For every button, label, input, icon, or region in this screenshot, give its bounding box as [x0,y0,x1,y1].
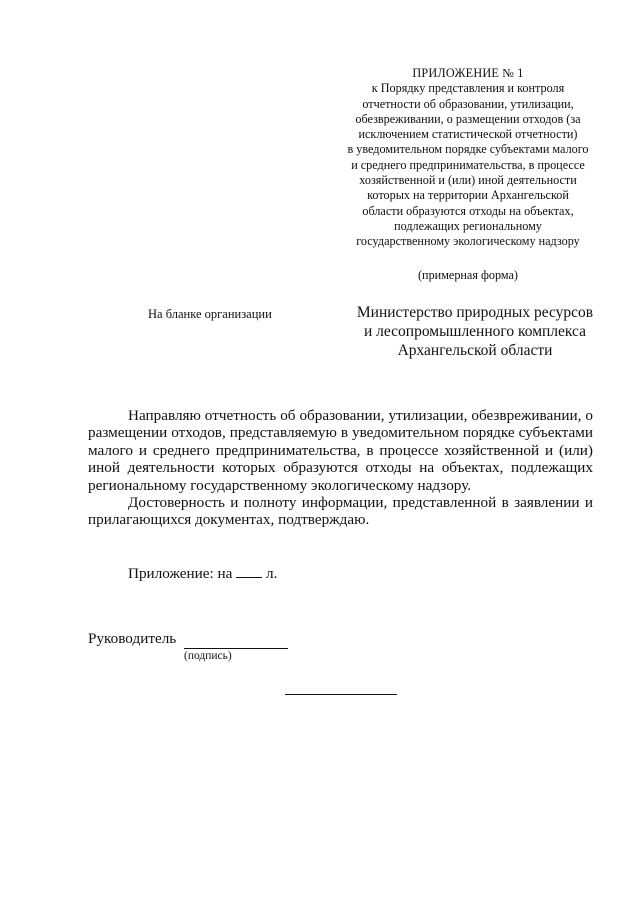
appendix-line: к Порядку представления и контроля [371,81,565,96]
appendix-header [318,66,618,283]
appendix-title: ПРИЛОЖЕНИЕ № 1 [412,66,524,80]
appendix-line: в уведомительном порядке субъектами малого [347,142,589,157]
signer-label: Руководитель [88,630,177,647]
form-note: (примерная форма) [418,267,518,282]
attachment-suffix: л. [266,565,278,582]
attachment-sheets-blank[interactable] [236,565,262,578]
body-paragraph: Достоверность и полноту информации, представленной в заявлении и прилагающихся документах, подтверждаю. [88,494,593,529]
signature-blank[interactable] [184,630,288,649]
letter-body [88,407,593,529]
attachment-line [128,565,277,583]
appendix-line: отчетности об образовании, утилизации, [362,96,574,111]
appendix-line: обезвреживании, о размещении отходов (за [355,111,581,126]
appendix-line: хозяйственной и (или) иной деятельности [359,173,577,188]
addressee-line: и лесопромышленного комплекса [363,323,587,340]
appendix-line: государственному экологическому надзору [356,234,580,249]
appendix-line: области образуются отходы на объектах, [362,203,574,218]
separator-line [285,694,397,695]
appendix-line: подлежащих региональному [394,218,542,233]
appendix-line: которых на территории Архангельской [367,188,569,203]
signature-caption: (подпись) [184,650,232,662]
addressee-line: Архангельской области [397,342,553,359]
letterhead-note: На бланке организации [148,307,272,321]
attachment-prefix: Приложение: на [128,565,233,582]
signer-line [88,630,288,649]
body-paragraph: Направляю отчетность об образовании, утилизации, обезвреживании, о размещении отходов, представляемую в уведомительном порядке субъектами малого и среднего предпринимательства, в процессе хозяйственной и (или) иной деятельности которых образуются отходы на объектах, подлежащих региональному государственному экологическому надзору. [88,407,593,494]
appendix-line: исключением статистической отчетности) [358,127,578,142]
addressee [330,303,620,360]
addressee-line: Министерство природных ресурсов [356,304,594,321]
appendix-line: и среднего предпринимательства, в процессе [351,157,585,172]
